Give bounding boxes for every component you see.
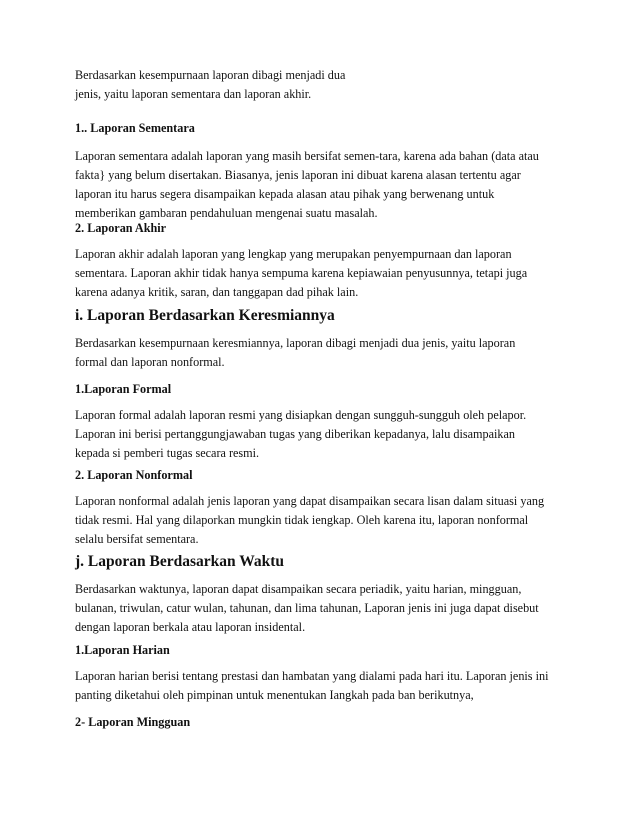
- paragraph-laporan-formal: Laporan formal adalah laporan resmi yang disiapkan dengan sungguh-sungguh oleh pelapor. Laporan ini berisi pertanggungjawaban tugas yang diberikan kepadanya, lalu disampaikan kepada si pemberi tugas secara resmi.: [75, 408, 527, 460]
- paragraph-laporan-sementara: Laporan sementara adalah laporan yang masih bersifat semen-tara, karena ada bahan (data atau fakta} yang belum disertakan. Biasanya, jenis laporan ini dibuat karena alasan tertentu agar laporan itu harus segera disampaikan kepada alasan atau pihak yang berwenang untuk memberikan gambaran pendahuluan mengenai suatu masalah.: [75, 149, 539, 220]
- heading-laporan-keresmian: i. Laporan Berdasarkan Keresmiannya: [75, 307, 335, 324]
- paragraph-laporan-nonformal: Laporan nonformal adalah jenis laporan yang dapat disampaikan secara lisan dalam situasi yang tidak resmi. Hal yang dilaporkan mungkin tidak iengkap. Oleh karena itu, laporan nonformal selalu bersifat sementara.: [75, 494, 545, 546]
- intro-paragraph: Berdasarkan kesempurnaan laporan dibagi menjadi dua jenis, yaitu laporan sementara dan laporan akhir.: [75, 68, 346, 101]
- heading-laporan-mingguan: 2- Laporan Mingguan: [75, 715, 191, 729]
- heading-laporan-akhir: 2. Laporan Akhir: [75, 221, 167, 235]
- paragraph-laporan-harian: Laporan harian berisi tentang prestasi dan hambatan yang dialami pada hari itu. Laporan jenis ini panting diketahui oleh pimpinan untuk menentukan Iangkah pada ban berikutnya,: [75, 669, 549, 702]
- heading-laporan-nonformal: 2. Laporan Nonformal: [75, 468, 193, 482]
- heading-laporan-waktu: j. Laporan Berdasarkan Waktu: [75, 553, 285, 570]
- paragraph-laporan-waktu: Berdasarkan waktunya, laporan dapat disampaikan secara periadik, yaitu harian, mingguan, bulanan, triwulan, catur wulan, tahunan, dan lima tahunan, Laporan jenis ini juga dapat disebut dengan laporan berkala atau laporan insidental.: [75, 582, 539, 634]
- paragraph-laporan-keresmian: Berdasarkan kesempurnaan keresmiannya, laporan dibagi menjadi dua jenis, yaitu laporan formal dan laporan nonformal.: [75, 336, 516, 369]
- heading-laporan-formal: 1.Laporan Formal: [75, 382, 172, 396]
- paragraph-laporan-akhir: Laporan akhir adalah laporan yang lengkap yang merupakan penyempurnaan dan laporan sementara. Laporan akhir tidak hanya sempuma karena kepiawaian penyusunnya, tetapi juga karena adanya kritik, saran, dan tanggapan dad pihak lain.: [75, 247, 528, 299]
- heading-laporan-sementara: 1.. Laporan Sementara: [75, 121, 195, 135]
- heading-laporan-harian: 1.Laporan Harian: [75, 643, 170, 657]
